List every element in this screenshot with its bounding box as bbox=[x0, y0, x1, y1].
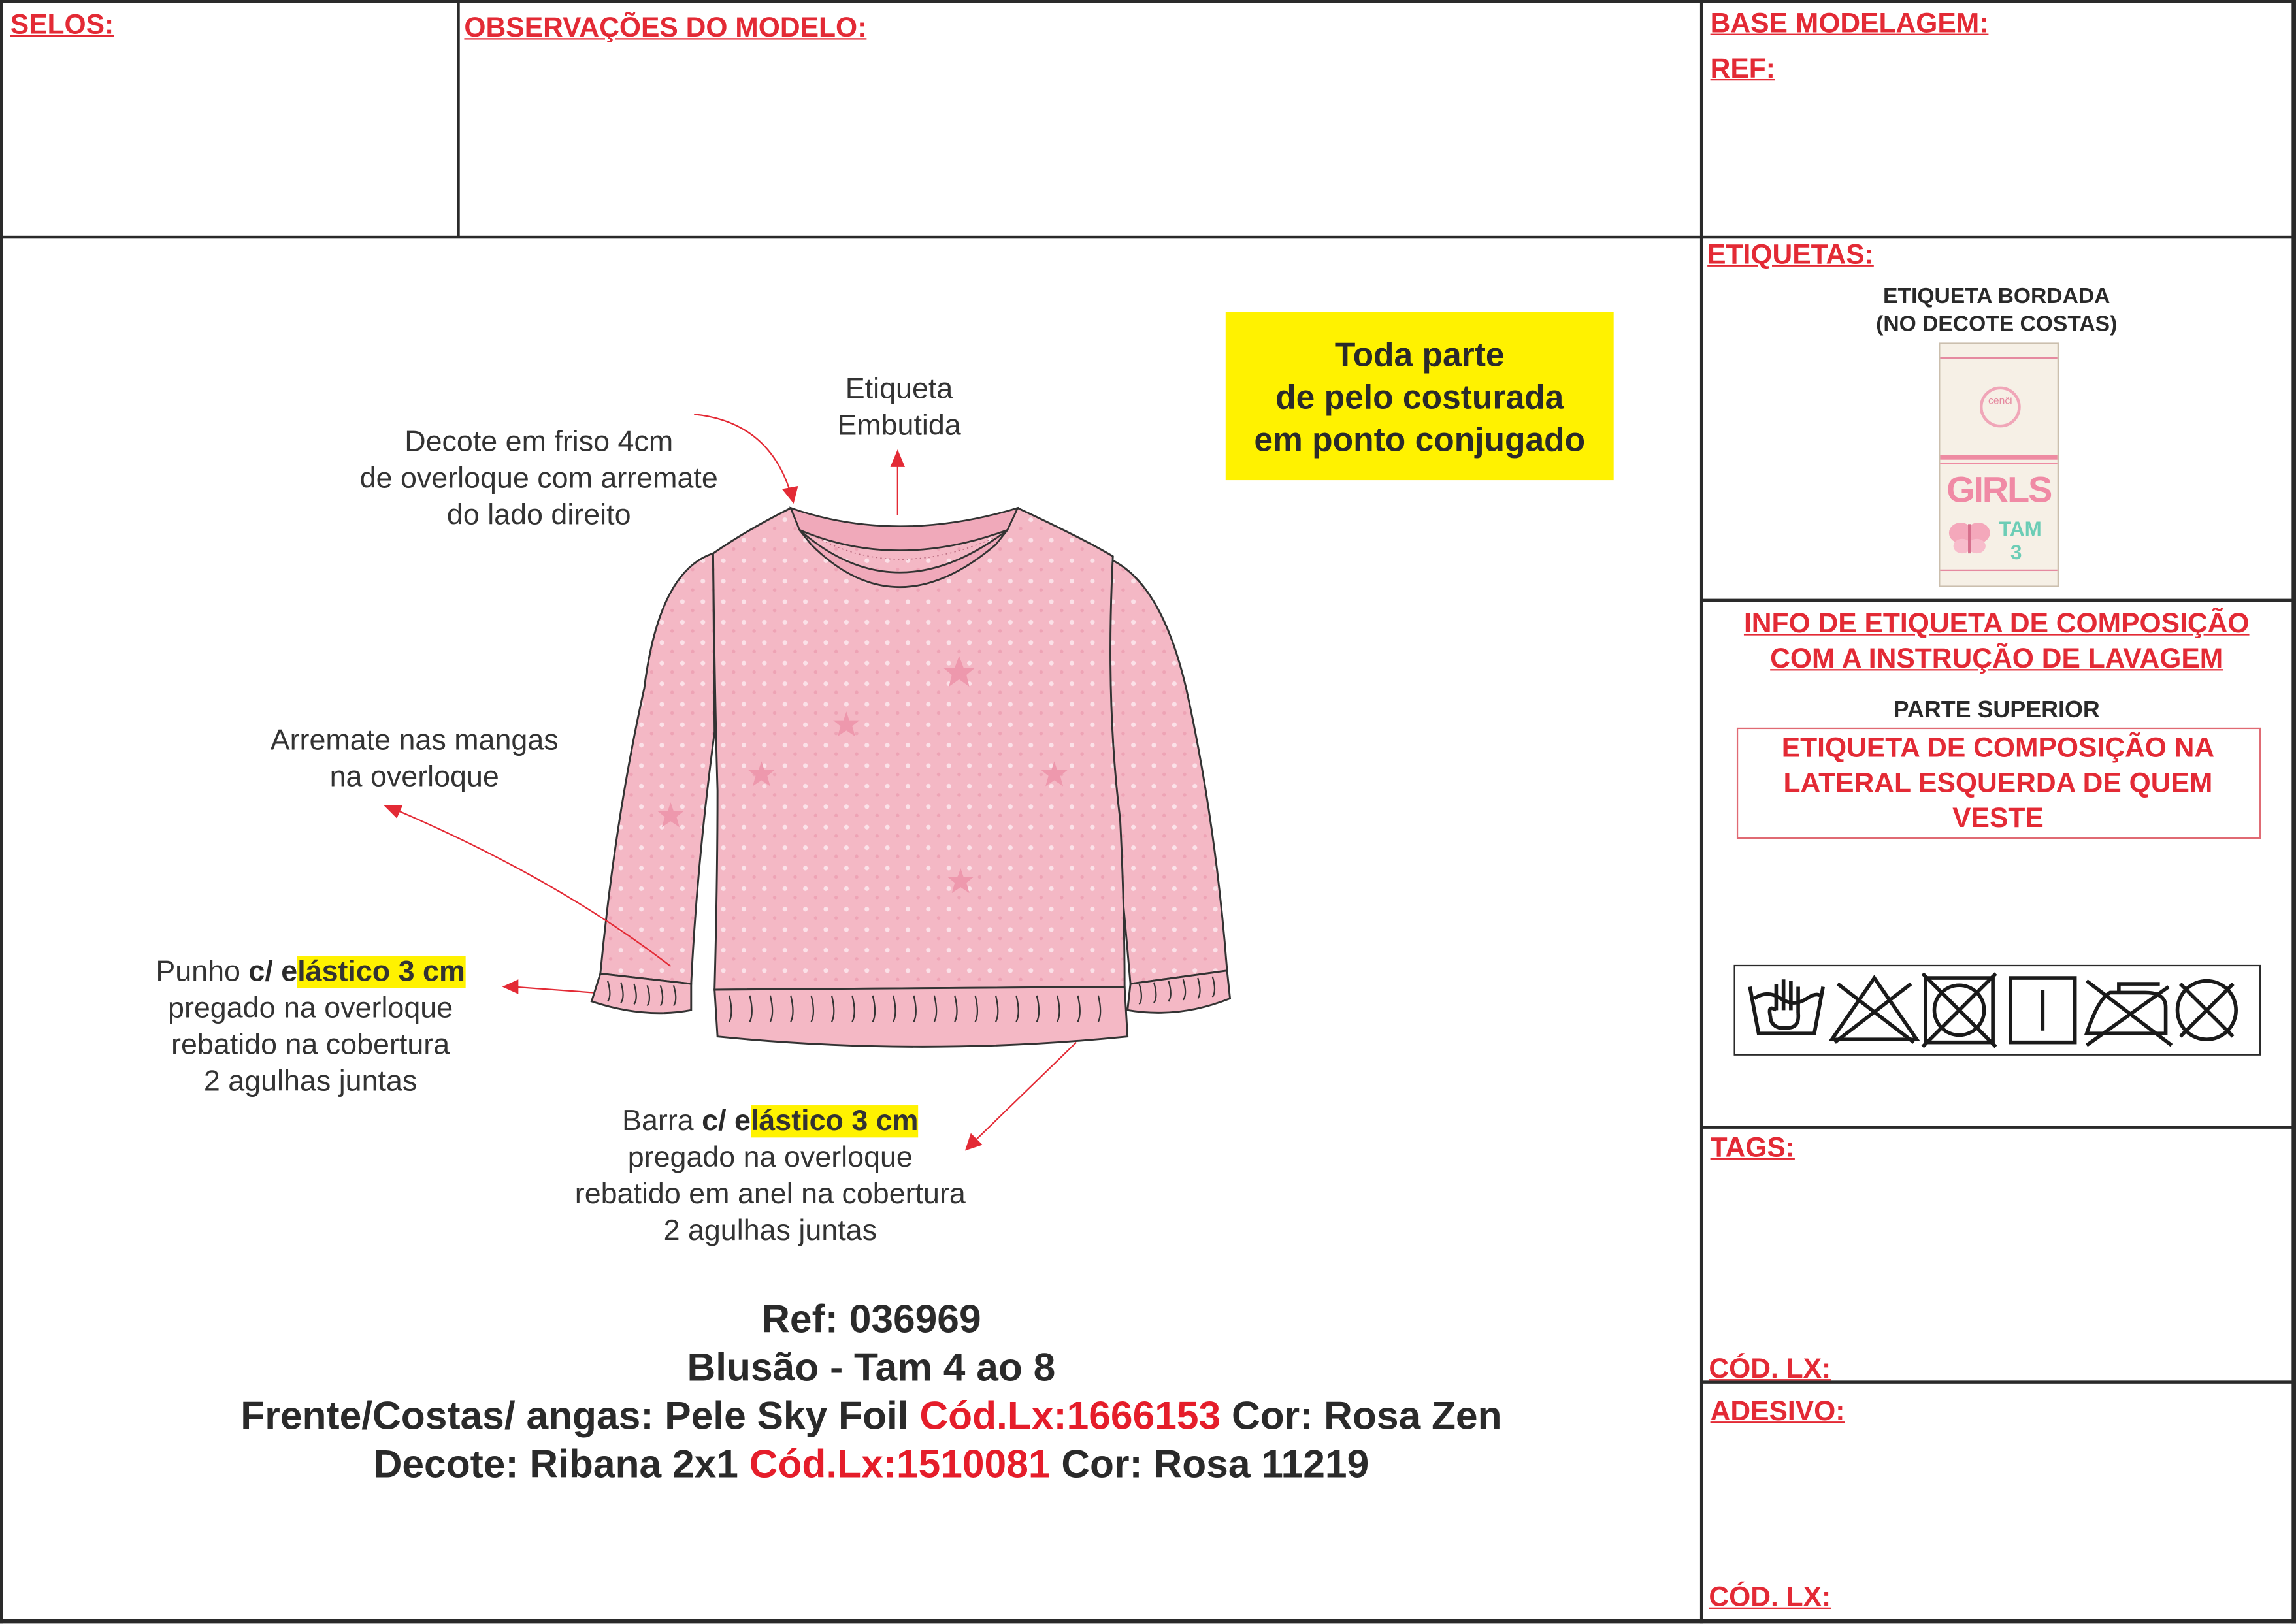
adesivo-heading: ADESIVO: bbox=[1710, 1397, 1845, 1428]
spec-block bbox=[0, 1295, 1743, 1489]
base-modelagem-label: BASE MODELAGEM: bbox=[1710, 8, 1989, 40]
decote-callout: Decote em friso 4cm de overloque com arremate do lado direito bbox=[359, 426, 718, 532]
tag-girls-text: GIRLS bbox=[1946, 470, 2052, 512]
no-tumble-dry-icon bbox=[1923, 973, 1996, 1047]
woven-label-tag bbox=[1939, 342, 2059, 587]
barra-callout: Barra c/ elástico 3 cm pregado na overloque rebatido em anel na cobertura 2 agulhas juntas bbox=[574, 1105, 966, 1248]
selos-label: SELOS: bbox=[10, 10, 114, 41]
waistband bbox=[715, 987, 1128, 1047]
tag-stitch-bottom bbox=[1940, 570, 2057, 571]
no-dry-clean-icon bbox=[2178, 981, 2237, 1040]
etiquetas-divider bbox=[1701, 599, 2295, 602]
composition-box-text: ETIQUETA DE COMPOSIÇÃO NA LATERAL ESQUERDA DE QUEM VESTE bbox=[1781, 733, 2215, 835]
tag-brand-text: cenĉi bbox=[1988, 397, 2012, 408]
arremate-callout: Arremate nas mangas na overloque bbox=[270, 724, 559, 794]
line-dry-icon bbox=[2010, 978, 2075, 1043]
no-iron-icon bbox=[2087, 981, 2172, 1046]
parte-superior-label: PARTE SUPERIOR bbox=[1893, 698, 2100, 724]
observacoes-label: OBSERVAÇÕES DO MODELO: bbox=[464, 13, 867, 44]
tag-stripe-2 bbox=[1940, 463, 2057, 464]
tag-stitch-top bbox=[1940, 357, 2057, 359]
hand-wash-icon bbox=[1750, 979, 1823, 1033]
tags-heading: TAGS: bbox=[1710, 1133, 1795, 1164]
punho-callout: Punho c/ elástico 3 cm pregado na overloque rebatido na cobertura 2 agulhas juntas bbox=[156, 956, 465, 1098]
care-symbols-box bbox=[1733, 965, 2261, 1056]
yellow-note-text: Toda parte de pelo costurada em ponto conjugado bbox=[1254, 335, 1586, 459]
tag-size-value: 3 bbox=[2010, 540, 2022, 564]
left-sleeve bbox=[600, 553, 715, 984]
composition-heading-1: INFO DE ETIQUETA DE COMPOSIÇÃO bbox=[1743, 609, 2250, 640]
adesivo-cod-lx: CÓD. LX: bbox=[1709, 1582, 1831, 1614]
spec-model: Blusão - Tam 4 ao 8 bbox=[687, 1345, 1056, 1389]
etiqueta-bordada-title: ETIQUETA BORDADA (NO DECOTE COSTAS) bbox=[1876, 284, 2118, 337]
butterfly-icon bbox=[1948, 520, 1992, 555]
spec-fabric-line: Frente/Costas/ angas: Pele Sky Foil Cód.Lx:1666153 Cor: Rosa Zen bbox=[240, 1393, 1502, 1438]
tag-stripe-1 bbox=[1940, 455, 2057, 460]
tag-size-label: TAM bbox=[1999, 517, 2042, 540]
tags-cod-lx: CÓD. LX: bbox=[1709, 1354, 1831, 1386]
etiquetas-heading: ETIQUETAS: bbox=[1707, 240, 1874, 271]
composition-heading-2: COM A INSTRUÇÃO DE LAVAGEM bbox=[1770, 644, 2223, 675]
border-bottom bbox=[0, 1619, 2296, 1624]
ref-label: REF: bbox=[1710, 54, 1775, 85]
spec-decote-line: Decote: Ribana 2x1 Cód.Lx:1510081 Cor: Rosa 11219 bbox=[373, 1442, 1369, 1486]
composition-divider bbox=[1701, 1126, 2295, 1128]
etiqueta-callout: Etiqueta Embutida bbox=[837, 373, 961, 442]
spec-ref: Ref: 036969 bbox=[761, 1297, 981, 1341]
no-bleach-icon bbox=[1832, 978, 1917, 1043]
